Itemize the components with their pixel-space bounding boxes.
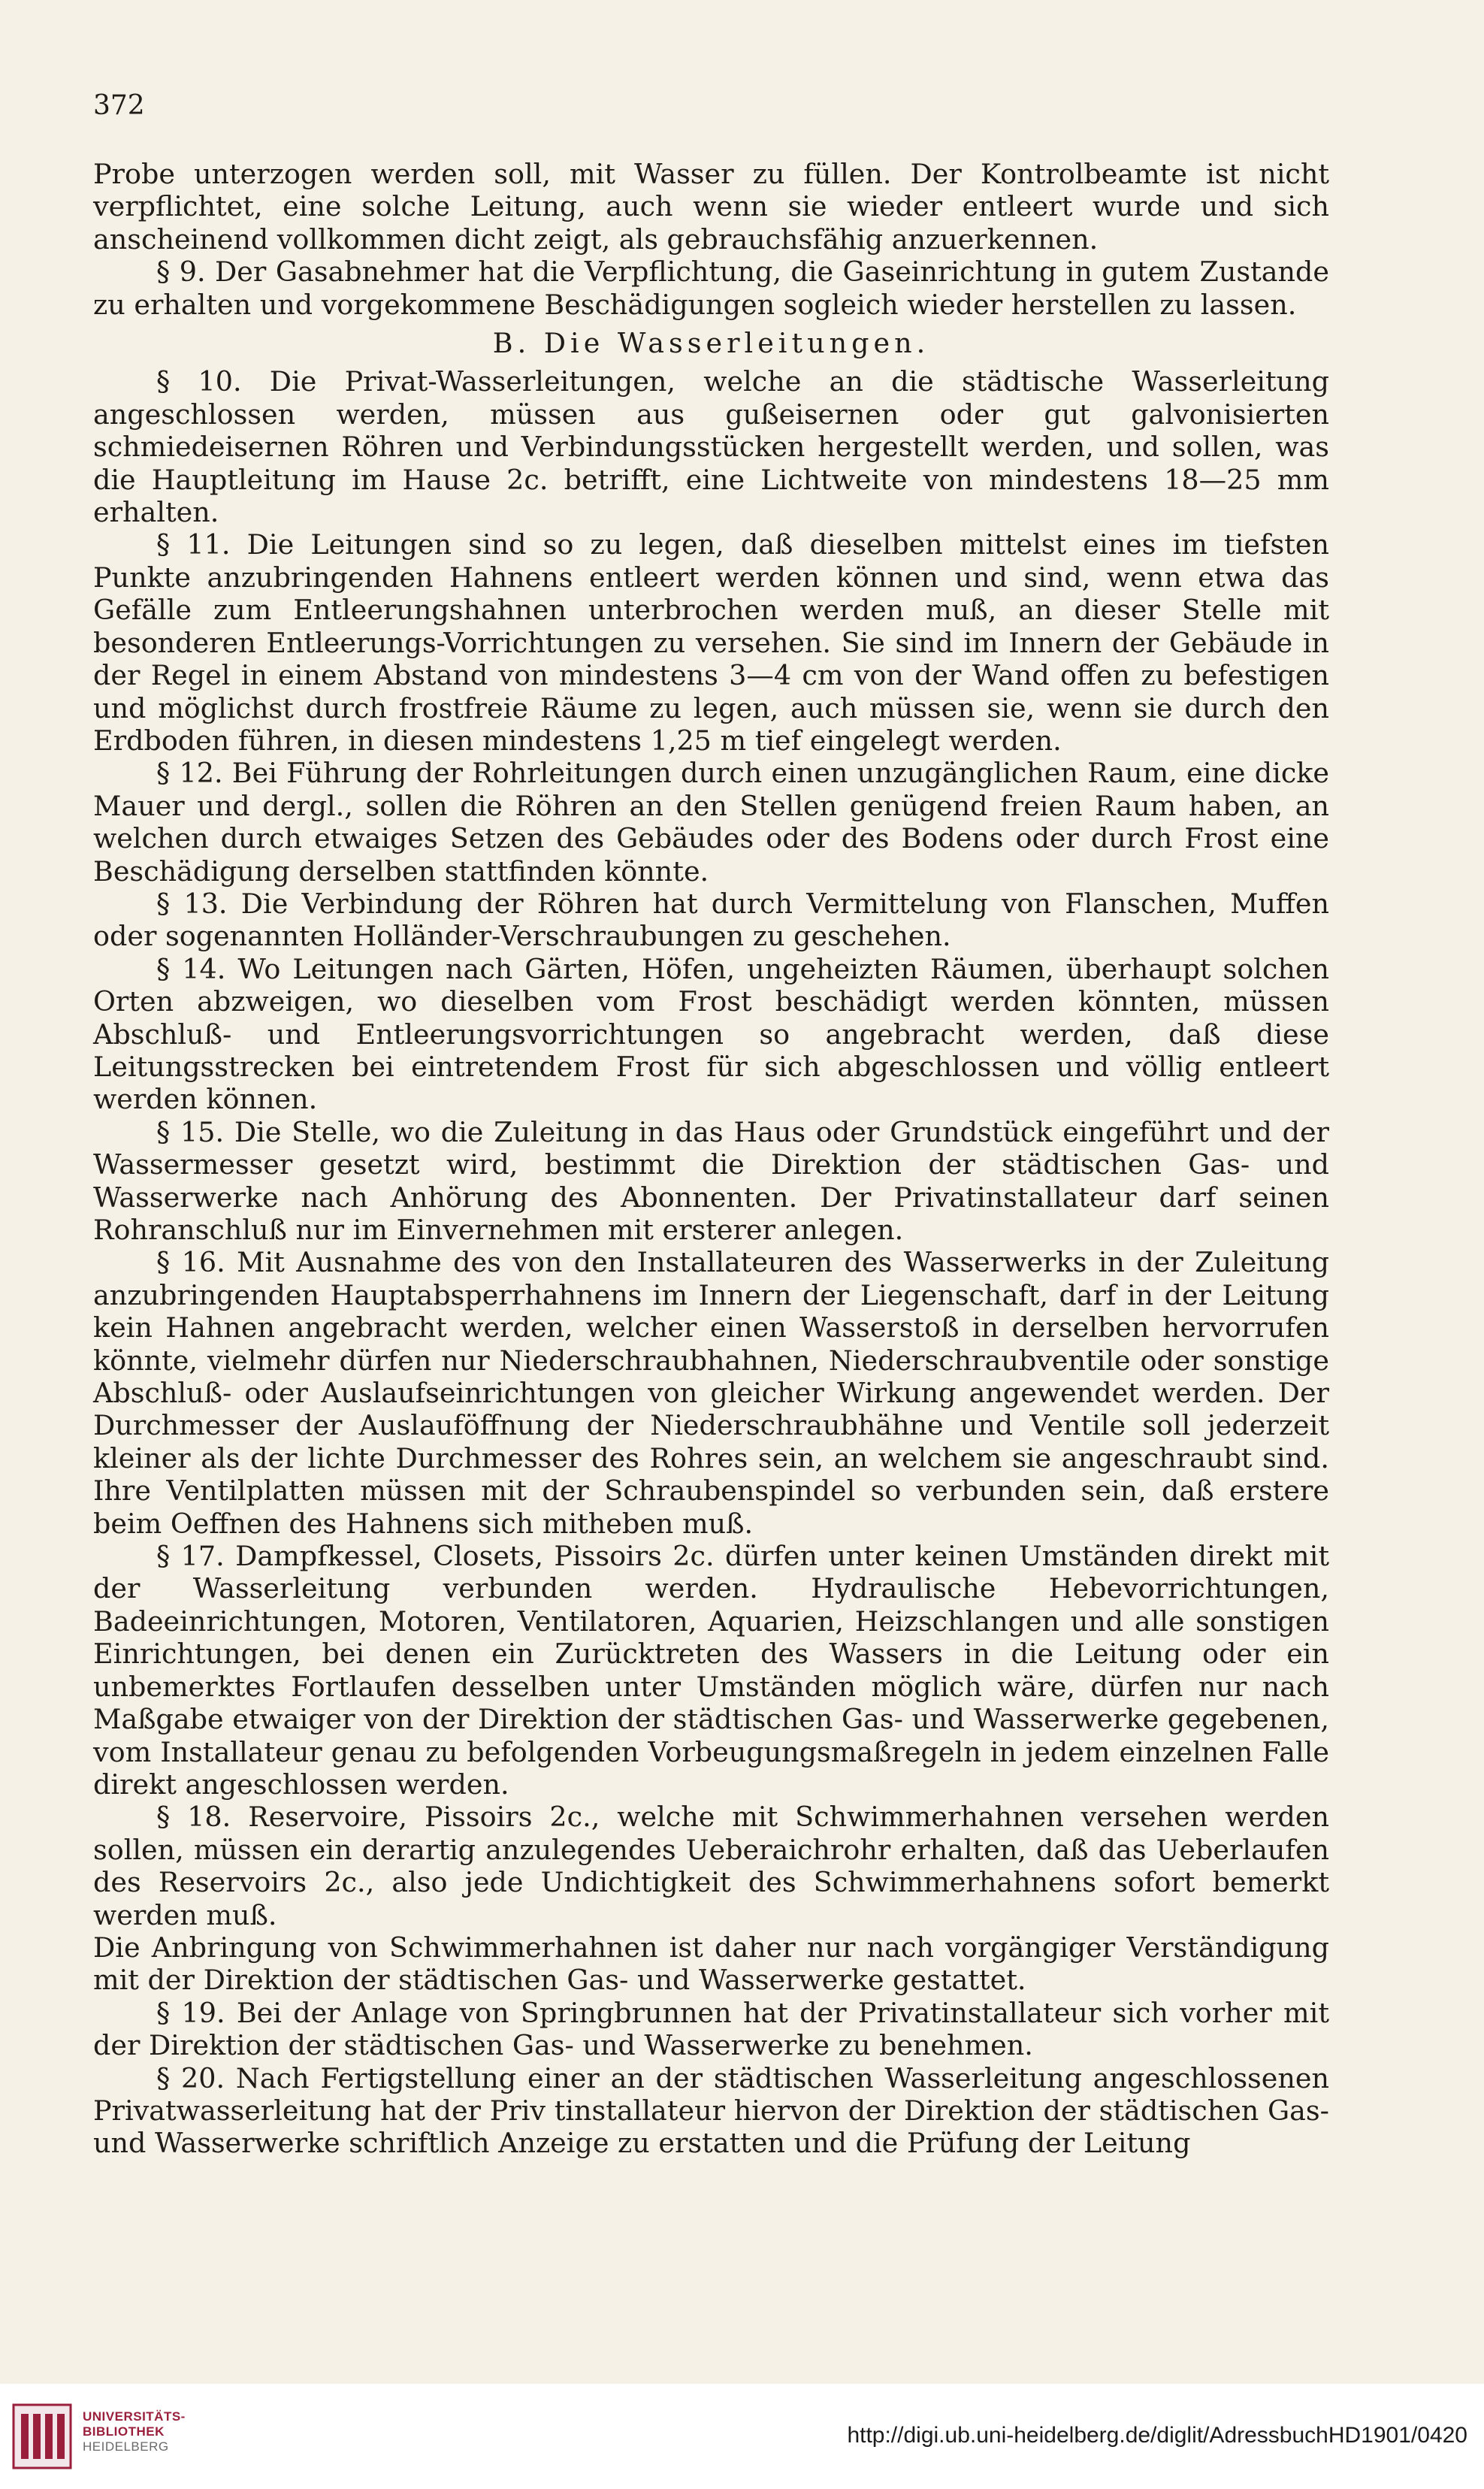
- paragraph-section-18: § 18. Reservoire, Pissoirs 2c., welche mit Schwimmerhahnen versehen werden sollen, müssen ein derartig anzulegendes Ueberaichrohr erhalten, daß das Ueberlaufen des Reservoirs 2c., also jede Undichtigkeit des Schwimmerhahnens sofort bemerkt werden muß.: [93, 1801, 1329, 1931]
- paragraph-section-16: § 16. Mit Ausnahme des von den Installateuren des Wasserwerks in der Zuleitung anzubringenden Hauptabsperrhahnens im Innern der Liegenschaft, darf in der Leitung kein Hahnen angebracht werden, welcher einen Wasserstoß in derselben hervorrufen könnte, vielmehr dürfen nur Niederschraubhahnen, Niederschraubventile oder sonstige Abschluß- oder Auslaufseinrichtungen von gleicher Wirkung angewendet werden. Der Durchmesser der Auslauföffnung der Niederschraubhähne und Ventile soll jederzeit kleiner als der lichte Durchmesser des Rohres sein, an welchem sie angeschraubt sind. Ihre Ventilplatten müssen mit der Schraubenspindel so verbunden sein, daß erstere beim Oeffnen des Hahnens sich mitheben muß.: [93, 1246, 1329, 1540]
- paragraph-section-13: § 13. Die Verbindung der Röhren hat durch Vermittelung von Flanschen, Muffen oder sogenannten Holländer-Verschraubungen zu geschehen.: [93, 887, 1329, 953]
- paragraph-section-12: § 12. Bei Führung der Rohrleitungen durch einen unzugänglichen Raum, eine dicke Mauer und dergl., sollen die Röhren an den Stellen genügend freien Raum haben, an welchen durch etwaiges Setzen des Gebäudes oder des Bodens oder durch Frost eine Beschädigung derselben stattfinden könnte.: [93, 757, 1329, 888]
- library-name-line-2: BIBLIOTHEK: [83, 2424, 165, 2439]
- body-text: [93, 158, 1329, 2160]
- paragraph-section-19: § 19. Bei der Anlage von Springbrunnen hat der Privatinstallateur sich vorher mit der Direktion der städtischen Gas- und Wasserwerke zu benehmen.: [93, 1996, 1329, 2062]
- paragraph-section-9: § 9. Der Gasabnehmer hat die Verpflichtung, die Gaseinrichtung in gutem Zustande zu erhalten und vorgekommene Beschädigungen sogleich wieder herstellen zu lassen.: [93, 256, 1329, 321]
- library-name: [83, 2409, 186, 2454]
- paragraph-section-18-continued: Die Anbringung von Schwimmerhahnen ist daher nur nach vorgängiger Verständigung mit der Direktion der städtischen Gas- und Wasserwerke gestattet.: [93, 1931, 1329, 1997]
- library-name-line-1: UNIVERSITÄTS-: [83, 2409, 186, 2424]
- paragraph-section-11: § 11. Die Leitungen sind so zu legen, daß dieselben mittelst eines im tiefsten Punkte anzubringenden Hahnens entleert werden können und sind, wenn etwa das Gefälle zum Entleerungshahnen unterbrochen werden muß, an dieser Stelle mit besonderen Entleerungs-Vorrichtungen zu versehen. Sie sind im Innern der Gebäude in der Regel in einem Abstand von mindestens 3—4 cm von der Wand offen zu befestigen und möglichst durch frostfreie Räume zu legen, auch müssen sie, wenn sie durch den Erdboden führen, in diesen mindestens 1,25 m tief eingelegt werden.: [93, 528, 1329, 757]
- paragraph-section-14: § 14. Wo Leitungen nach Gärten, Höfen, ungeheizten Räumen, überhaupt solchen Orten abzweigen, wo dieselben vom Frost beschädigt werden könnten, müssen Abschluß- und Entleerungsvorrichtungen so angebracht werden, daß diese Leitungsstrecken bei eintretendem Frost für sich abgeschlossen und völlig entleert werden können.: [93, 952, 1329, 1116]
- source-url-link[interactable]: http://digi.ub.uni-heidelberg.de/diglit/AdressbuchHD1901/0420: [847, 2423, 1467, 2448]
- page-number: 372: [93, 90, 145, 121]
- library-logo-icon: [11, 2400, 74, 2472]
- paragraph-section-20: § 20. Nach Fertigstellung einer an der städtischen Wasserleitung angeschlossenen Privatwasserleitung hat der Priv tinstallateur hiervon der Direktion der städtischen Gas- und Wasserwerke schriftlich Anzeige zu erstatten und die Prüfung der Leitung: [93, 2061, 1329, 2160]
- paragraph-section-17: § 17. Dampfkessel, Closets, Pissoirs 2c. dürfen unter keinen Umständen direkt mit der Wasserleitung verbunden werden. Hydraulische Hebevorrichtungen, Badeeinrichtungen, Motoren, Ventilatoren, Aquarien, Heizschlangen und alle sonstigen Einrichtungen, bei denen ein Zurücktreten des Wassers in die Leitung oder ein unbemerktes Fortlaufen desselben unter Umständen möglich wäre, dürfen nur nach Maßgabe etwaiger von der Direktion der städtischen Gas- und Wasserwerke gegebenen, vom Installateur genau zu befolgenden Vorbeugungsmaßregeln in jedem einzelnen Falle direkt angeschlossen werden.: [93, 1540, 1329, 1801]
- paragraph-section-15: § 15. Die Stelle, wo die Zuleitung in das Haus oder Grundstück eingeführt und der Wassermesser gesetzt wird, bestimmt die Direktion der städtischen Gas- und Wasserwerke nach Anhörung des Abonnenten. Der Privatinstallateur darf seinen Rohranschluß nur im Einvernehmen mit ersterer anlegen.: [93, 1115, 1329, 1246]
- digitization-footer: [0, 2384, 1484, 2489]
- section-heading-wasserleitungen: B. Die Wasserleitungen.: [492, 327, 930, 360]
- library-name-line-3: HEIDELBERG: [83, 2439, 169, 2454]
- paragraph-continuation: Probe unterzogen werden soll, mit Wasser zu füllen. Der Kontrolbeamte ist nicht verpflichtet, eine solche Leitung, auch wenn sie wieder entleert wurde und sich anscheinend vollkommen dicht zeigt, als gebrauchsfähig anzuerkennen.: [93, 158, 1329, 256]
- paragraph-section-10: § 10. Die Privat-Wasserleitungen, welche an die städtische Wasserleitung angeschlossen werden, müssen aus gußeisernen oder gut galvonisierten schmiedeisernen Röhren und Verbindungsstücken hergestellt werden, und sollen, was die Hauptleitung im Hause 2c. betrifft, eine Lichtweite von mindestens 18—25 mm erhalten.: [93, 365, 1329, 529]
